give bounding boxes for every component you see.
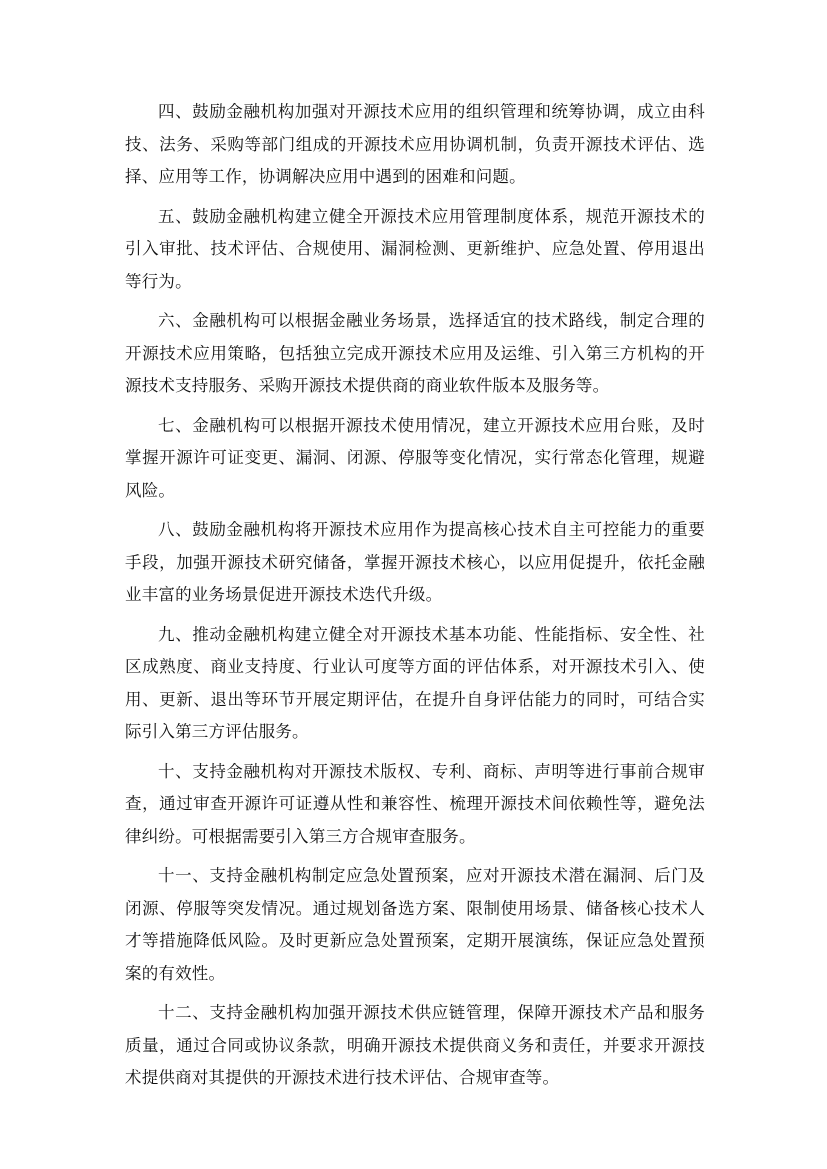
paragraph-12: 十二、支持金融机构加强开源技术供应链管理，保障开源技术产品和服务质量，通过合同或协议条款，明确开源技术提供商义务和责任，并要求开源技术提供商对其提供的开源技术进行技术评估、合规审查等。 (125, 1003, 705, 1087)
paragraph-6: 六、金融机构可以根据金融业务场景，选择适宜的技术路线，制定合理的开源技术应用策略，包括独立完成开源技术应用及运维、引入第三方机构的开源技术支持服务、采购开源技术提供商的商业软件版本及服务等。 (125, 311, 705, 395)
paragraph-5: 五、鼓励金融机构建立健全开源技术应用管理制度体系，规范开源技术的引入审批、技术评估、合规使用、漏洞检测、更新维护、应急处置、停用退出等行为。 (125, 206, 705, 291)
paragraph-7: 七、金融机构可以根据开源技术使用情况，建立开源技术应用台账，及时掌握开源许可证变更、漏洞、闭源、停服等变化情况，实行常态化管理，规避风险。 (125, 415, 705, 500)
document-body (125, 96, 705, 1102)
paragraph-4: 四、鼓励金融机构加强对开源技术应用的组织管理和统筹协调，成立由科技、法务、采购等部门组成的开源技术应用协调机制，负责开源技术评估、选择、应用等工作，协调解决应用中遇到的困难和问题。 (125, 102, 705, 186)
paragraph-8: 八、鼓励金融机构将开源技术应用作为提高核心技术自主可控能力的重要手段，加强开源技术研究储备，掌握开源技术核心，以应用促提升，依托金融业丰富的业务场景促进开源技术迭代升级。 (125, 520, 705, 604)
paragraph-9: 九、推动金融机构建立健全对开源技术基本功能、性能指标、安全性、社区成熟度、商业支持度、行业认可度等方面的评估体系，对开源技术引入、使用、更新、退出等环节开展定期评估，在提升自身评估能力的同时，可结合实际引入第三方评估服务。 (125, 624, 705, 741)
paragraph-11: 十一、支持金融机构制定应急处置预案，应对开源技术潜在漏洞、后门及闭源、停服等突发情况。通过规划备选方案、限制使用场景、储备核心技术人才等措施降低风险。及时更新应急处置预案，定期开展演练，保证应急处置预案的有效性。 (125, 866, 705, 983)
paragraph-10: 十、支持金融机构对开源技术版权、专利、商标、声明等进行事前合规审查，通过审查开源许可证遵从性和兼容性、梳理开源技术间依赖性等，避免法律纠纷。可根据需要引入第三方合规审查服务。 (125, 761, 705, 846)
